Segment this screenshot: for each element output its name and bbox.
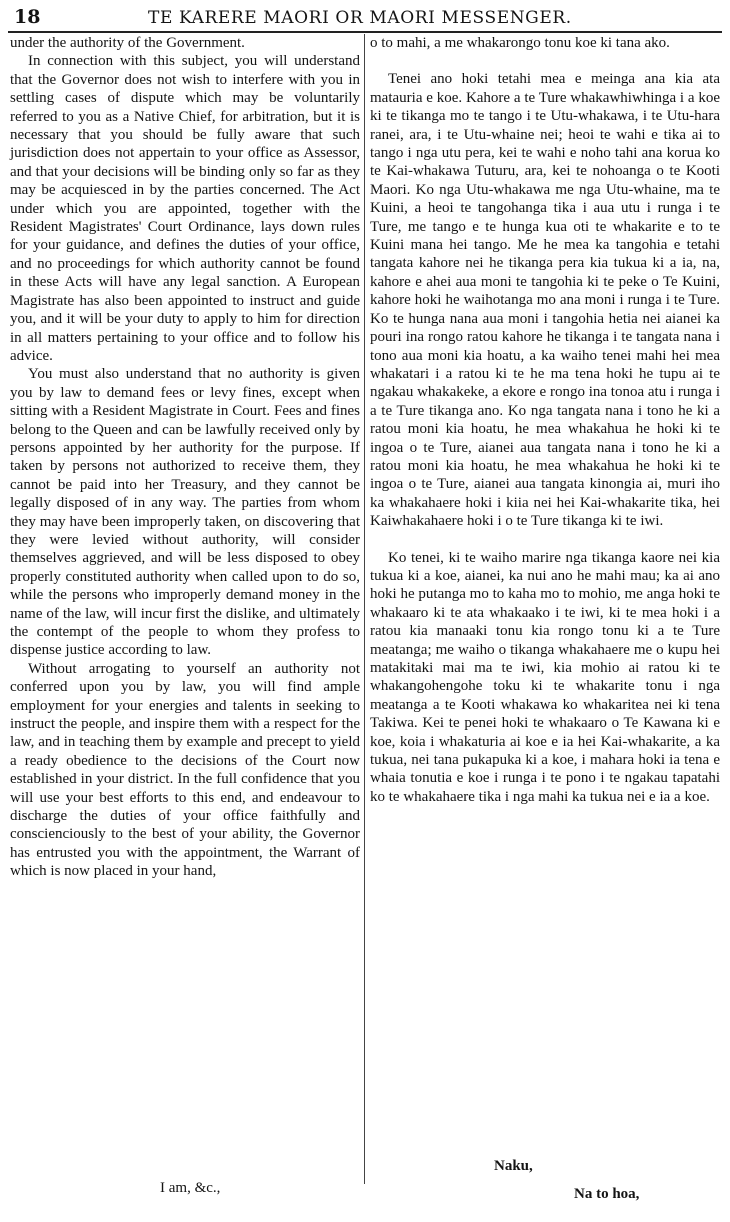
signoff-english: I am, &c.,: [160, 1180, 221, 1196]
paragraph: Tenei ano hoki tetahi mea e meinga ana kia ata matauria e koe. Kahore a te Ture whakawhiwhinga i a koe ki te tikanga mo te tango i te Utu-whakawa, i te Utu-hara ranei, ara, i te Utu-whaine nei; heoi te wahi e tika ai to tango i nga utu pera, kei te wahi e noho tahi ana korua ko te Kai-whakawa Tuturu, ara, kei te nohoanga o te Kooti Maori. Ko nga Utu-whakawa me nga Utu-whaine, ma te Kuini, a heoi te tangohanga tika i aua utu i runga i te Ture, me tango e te hunga kua oti te whakarite e to te Kuini mana hei tango. Me he mea ka tangohia e tetahi tangata kahore nei he tikanga pera kia tukua ki a ia, na, kahore e ahei aua moni te tangohia ki te peke o Te Kuini, kahore hoki he waihotanga mo ana moni i runga i te Ture. Ko te hunga nana aua moni i tangohia hetia nei aianei ka pouri ina rongo ratou kahore he tikanga i te tangata nana i tono aua moni kia hoatu, a ka waiho tenei mahi hei mea whakatari i a ratou ki te he ma tena hoki he tupu ai te ngakau whakakeke, a ekore e rongo ina tonoa atu i runga i a te Ture tikanga ano. Ko nga tangata nana i tono he ki a ratou moni kia hoatu, he mea whakahua he hoki ki te ingoa o te Ture, aianei aua tangata nana i tono he ki a ratou moni kia hoatu, he mea whakahua he hoki ki te ingoa o te Ture, aianei aua tangata kinongia ai, muri iho ka whakahaere hoki i kiia nei hei Kai-whakarite tika, hei Kaiwhakahaere hoki i o te Ture tikanga ki te iwi.: [370, 71, 720, 530]
paragraph-continuation: under the authority of the Government.: [10, 35, 245, 51]
paragraph: Without arrogating to yourself an authority not conferred upon you by law, you will find ample employment for your energies and talents in seeking to instruct the people, and inspire them with a respect for the law, and in teaching them by example and precept to yield a ready obedience to the decisions of the Court now established in your district. In the full confidence that you will use your best efforts to this end, and endeavour to discharge the duties of your office faithfully and conscienciously to the best of your ability, the Governor has entrusted you with the appointment, the Warrant of which is now placed in your hand,: [10, 660, 360, 880]
page-number: 18: [14, 6, 41, 28]
column-divider: [364, 34, 365, 1184]
maori-column: [370, 34, 720, 806]
signoff-maori-2: Na to hoa,: [574, 1186, 640, 1202]
paragraph: You must also understand that no authority is given you by law to demand fees or levy fines, except when sitting with a Resident Magistrate in Court. Fees and fines belong to the Queen and can be lawfully received only by persons appointed by her authority for the purpose. If taken by persons not authorized to receive them, they cannot be paid into her Treasury, and they cannot be legally disposed of in any way. The parties from whom they may have been improperly taken, on discovering that they were levied without authority, will consider themselves aggrieved, and will be less disposed to obey properly constituted authority when called upon to do so, while the persons who improperly demand money in the name of the law, will incur first the dislike, and ultimately the contempt of the people to whom they profess to dispense justice according to law.: [10, 366, 360, 659]
english-column: [10, 34, 360, 881]
paragraph-continuation: o to mahi, a me whakarongo tonu koe ki tana ako.: [370, 35, 670, 51]
paragraph: Ko tenei, ki te waiho marire nga tikanga kaore nei kia tukua ki a koe, aianei, ka nui ano he mahi mau; ka ai ano hoki he putanga mo to kaha mo to mohio, me anga hoki te whakaaro ki te ata whakaako i te iwi, ki te mea hoki i a ratou kia manaaki tonu kia rongo tonu ki a te Ture meatanga; me waiho o tikanga whakahaere me o kupu hei matakitaki mai ma te iwi, kia mohio ai ratou ki te whakangohengohe toku ki te whakarite tonu i nga meatanga a te Kooti whakawa ko whakaritea nei ki tena Takiwa. Kei te penei hoki te whakaaro o Te Kawana ki e koe, koia i whakaturia ai koe e ia hei Kai-whakarite, a ka tukua, nei tana pukapuka ki a koe, i mahara hoki ia tena e whaia tonutia e koe i runga i te pono i te ngakau tapatahi ko te whakahaere tika i nga mahi ka tukua nei e ia a koe.: [370, 549, 720, 805]
paragraph: In connection with this subject, you will understand that the Governor does not wish to interfere with you in settling cases of dispute which may be voluntarily referred to you as a Native Chief, for arbitration, but it is necessary that you should be fully aware that such jurisdiction does not appertain to your office as Assessor, and that your decisions will be binding only so far as they may be acquiesced in by the parties concerned. The Act under which you are appointed, together with the Resident Magistrates' Court Ordinance, lays down rules for your guidance, and defines the duties of your office, and no proceedings for which authority cannot be found in these Acts will have any legal sanction. A European Magistrate has also been appointed to instruct and guide you, and it will be your duty to apply to him for direction in all matters pertaining to your office and to follow his advice.: [10, 53, 360, 364]
page-title: TE KARERE MAORI OR MAORI MESSENGER.: [148, 8, 572, 28]
page-header: [10, 4, 722, 28]
signoff-maori-1: Naku,: [494, 1158, 533, 1174]
header-rule: [8, 31, 722, 33]
